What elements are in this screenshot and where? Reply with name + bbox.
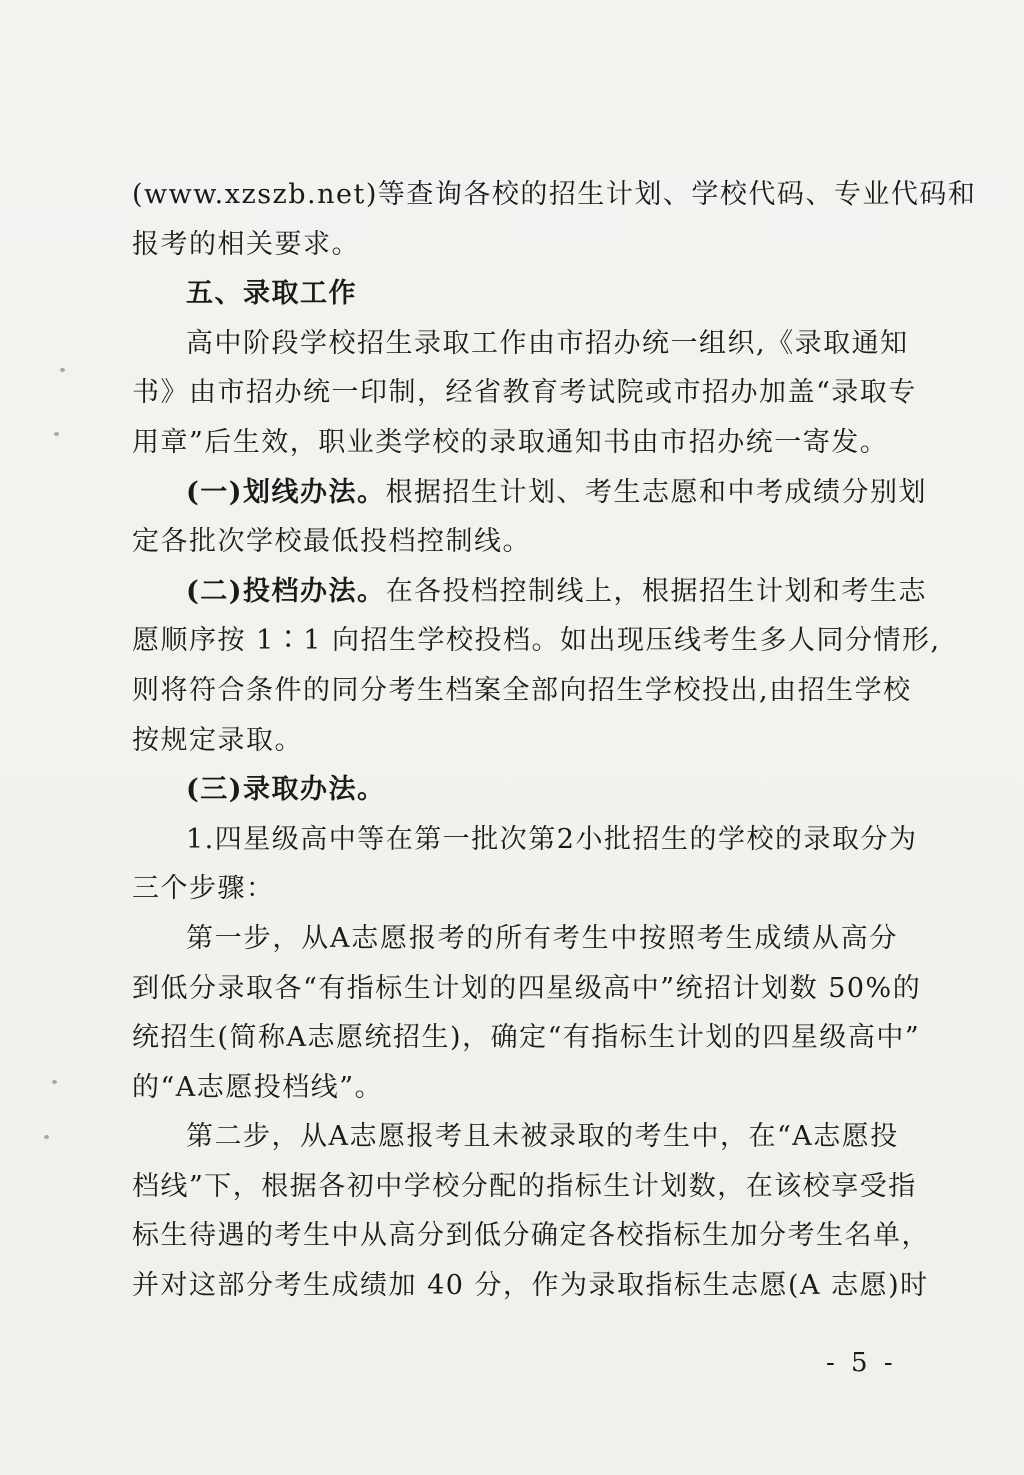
scan-speck bbox=[60, 368, 65, 372]
text-line: 第二步，从A志愿报考且未被录取的考生中，在“A志愿投 bbox=[186, 1121, 899, 1153]
text-line: 并对这部分考生成绩加 40 分，作为录取指标生志愿(A 志愿)时 bbox=[132, 1270, 929, 1302]
paragraph-lead: (一)划线办法。 bbox=[186, 476, 386, 508]
text-line: 第一步，从A志愿报考的所有考生中按照考生成绩从高分 bbox=[186, 922, 898, 954]
scan-speck bbox=[44, 1135, 49, 1139]
paragraph-text: 向招生学校投档。如出现压线考生多人同分情形, bbox=[332, 625, 941, 657]
document-body bbox=[132, 170, 977, 1311]
text-line: 则将符合条件的同分考生档案全部向招生学校投出,由招生学校 bbox=[132, 674, 912, 706]
text-line: 报考的相关要求。 bbox=[132, 228, 360, 260]
scan-speck bbox=[52, 1080, 57, 1084]
scan-speck bbox=[54, 432, 59, 436]
paragraph-line bbox=[132, 616, 941, 666]
text-line: 1.四星级高中等在第一批次第2小批招生的学校的录取分为 bbox=[186, 823, 918, 855]
paragraph-lead: (二)投档办法。 bbox=[186, 575, 386, 607]
text-line: 用章”后生效，职业类学校的录取通知书由市招办统一寄发。 bbox=[132, 426, 889, 458]
paragraph-line bbox=[132, 765, 898, 815]
section-heading: 五、录取工作 bbox=[186, 278, 357, 310]
text-line: 高中阶段学校招生录取工作由市招办统一组织,《录取通知 bbox=[186, 327, 909, 359]
page-number: - 5 - bbox=[826, 1348, 897, 1378]
text-line: 书》由市招办统一印制，经省教育考试院或市招办加盖“录取专 bbox=[132, 377, 917, 409]
text-line: 的“A志愿投档线”。 bbox=[132, 1071, 384, 1103]
text-line: (www.xzszb.net)等查询各校的招生计划、学校代码、专业代码和 bbox=[132, 179, 977, 210]
paragraph-lead: (三)录取办法。 bbox=[186, 774, 386, 806]
text-line: 档线”下，根据各初中学校分配的指标生计划数，在该校享受指 bbox=[132, 1170, 917, 1202]
paragraph-text: 在各投档控制线上，根据招生计划和考生志 bbox=[385, 575, 928, 607]
paragraph-text: 愿顺序按 1∶1 bbox=[132, 625, 333, 657]
text-line: 三个步骤： bbox=[132, 873, 275, 905]
text-line: 标生待遇的考生中从高分到低分确定各校指标生加分考生名单， bbox=[132, 1220, 930, 1252]
paragraph-line bbox=[132, 567, 928, 617]
text-line: 到低分录取各“有指标生计划的四星级高中”统招计划数 50%的 bbox=[132, 972, 922, 1004]
paragraph-line bbox=[132, 468, 928, 518]
paragraph-text: 根据招生计划、考生志愿和中考成绩分别划 bbox=[385, 476, 928, 508]
text-line: 定各批次学校最低投档控制线。 bbox=[132, 526, 531, 558]
text-line: 按规定录取。 bbox=[132, 724, 303, 756]
text-line: 统招生(简称A志愿统招生)，确定“有指标生计划的四星级高中” bbox=[132, 1022, 921, 1054]
